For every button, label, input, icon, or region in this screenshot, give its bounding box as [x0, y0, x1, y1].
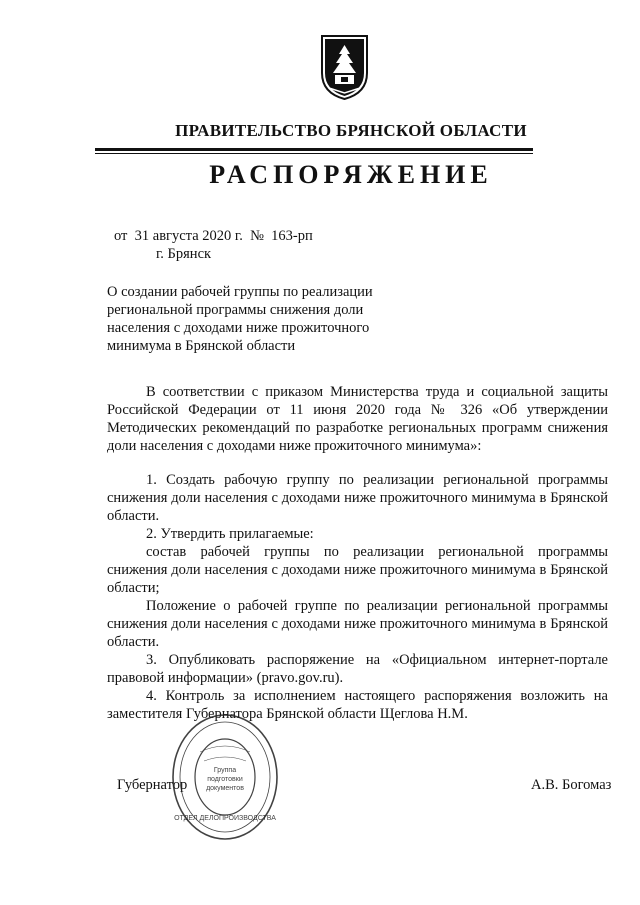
- item-paragraph: 4. Контроль за исполнением настоящего распоряжения возложить на заместителя Губернатора Брянской области Щеглова Н.М.: [107, 688, 608, 722]
- date-number-line: от 31 августа 2020 г. № 163-рп: [114, 228, 313, 244]
- stamp-ring-text: ОТДЕЛ ДЕЛОПРОИЗВОДСТВА: [174, 815, 276, 822]
- subject-line: региональной программы снижения доли: [107, 302, 364, 318]
- subject-line: населения с доходами ниже прожиточного: [107, 320, 370, 336]
- document-type-title: РАСПОРЯЖЕНИЕ: [209, 160, 493, 189]
- city-line: г. Брянск: [156, 246, 212, 262]
- stamp-center-text: подготовки: [207, 776, 243, 783]
- document-body: [107, 383, 608, 723]
- item-paragraph: 2. Утвердить прилагаемые:: [146, 526, 314, 542]
- stamp-center-text: документов: [206, 785, 244, 792]
- item-paragraph: 1. Создать рабочую группу по реализации региональной программы снижения доли населения с доходами ниже прожиточного минимума в Брянской области.: [107, 472, 608, 524]
- official-stamp-icon: [170, 712, 280, 842]
- subject-line: минимума в Брянской области: [107, 338, 296, 354]
- item-paragraph: 3. Опубликовать распоряжение на «Официальном интернет-портале правовой информации» (pravo.gov.ru).: [107, 652, 608, 686]
- coat-of-arms-icon: [319, 33, 370, 102]
- header-rule-thick: [95, 148, 533, 151]
- subject-block: [107, 283, 389, 355]
- stamp-center-text: Группа: [213, 767, 237, 774]
- subject-line: О создании рабочей группы по реализации: [107, 284, 373, 300]
- organization-title: ПРАВИТЕЛЬСТВО БРЯНСКОЙ ОБЛАСТИ: [175, 121, 527, 140]
- header-rule-thin: [95, 153, 533, 154]
- preamble-paragraph: В соответствии с приказом Министерства труда и социальной защиты Российской Федерации от 11 июня 2020 года № 326 «Об утверждении Методических рекомендаций по разработке региональных программ снижения доли населения с доходами ниже прожиточного минимума»:: [107, 384, 608, 454]
- signatory-title: Губернатор: [117, 777, 188, 793]
- signatory-name: А.В. Богомаз: [531, 777, 612, 793]
- item-paragraph: Положение о рабочей группе по реализации региональной программы снижения доли населения с доходами ниже прожиточного минимума в Брянской области.: [107, 598, 608, 650]
- item-paragraph: состав рабочей группы по реализации региональной программы снижения доли населения с доходами ниже прожиточного минимума в Брянской области;: [107, 544, 608, 596]
